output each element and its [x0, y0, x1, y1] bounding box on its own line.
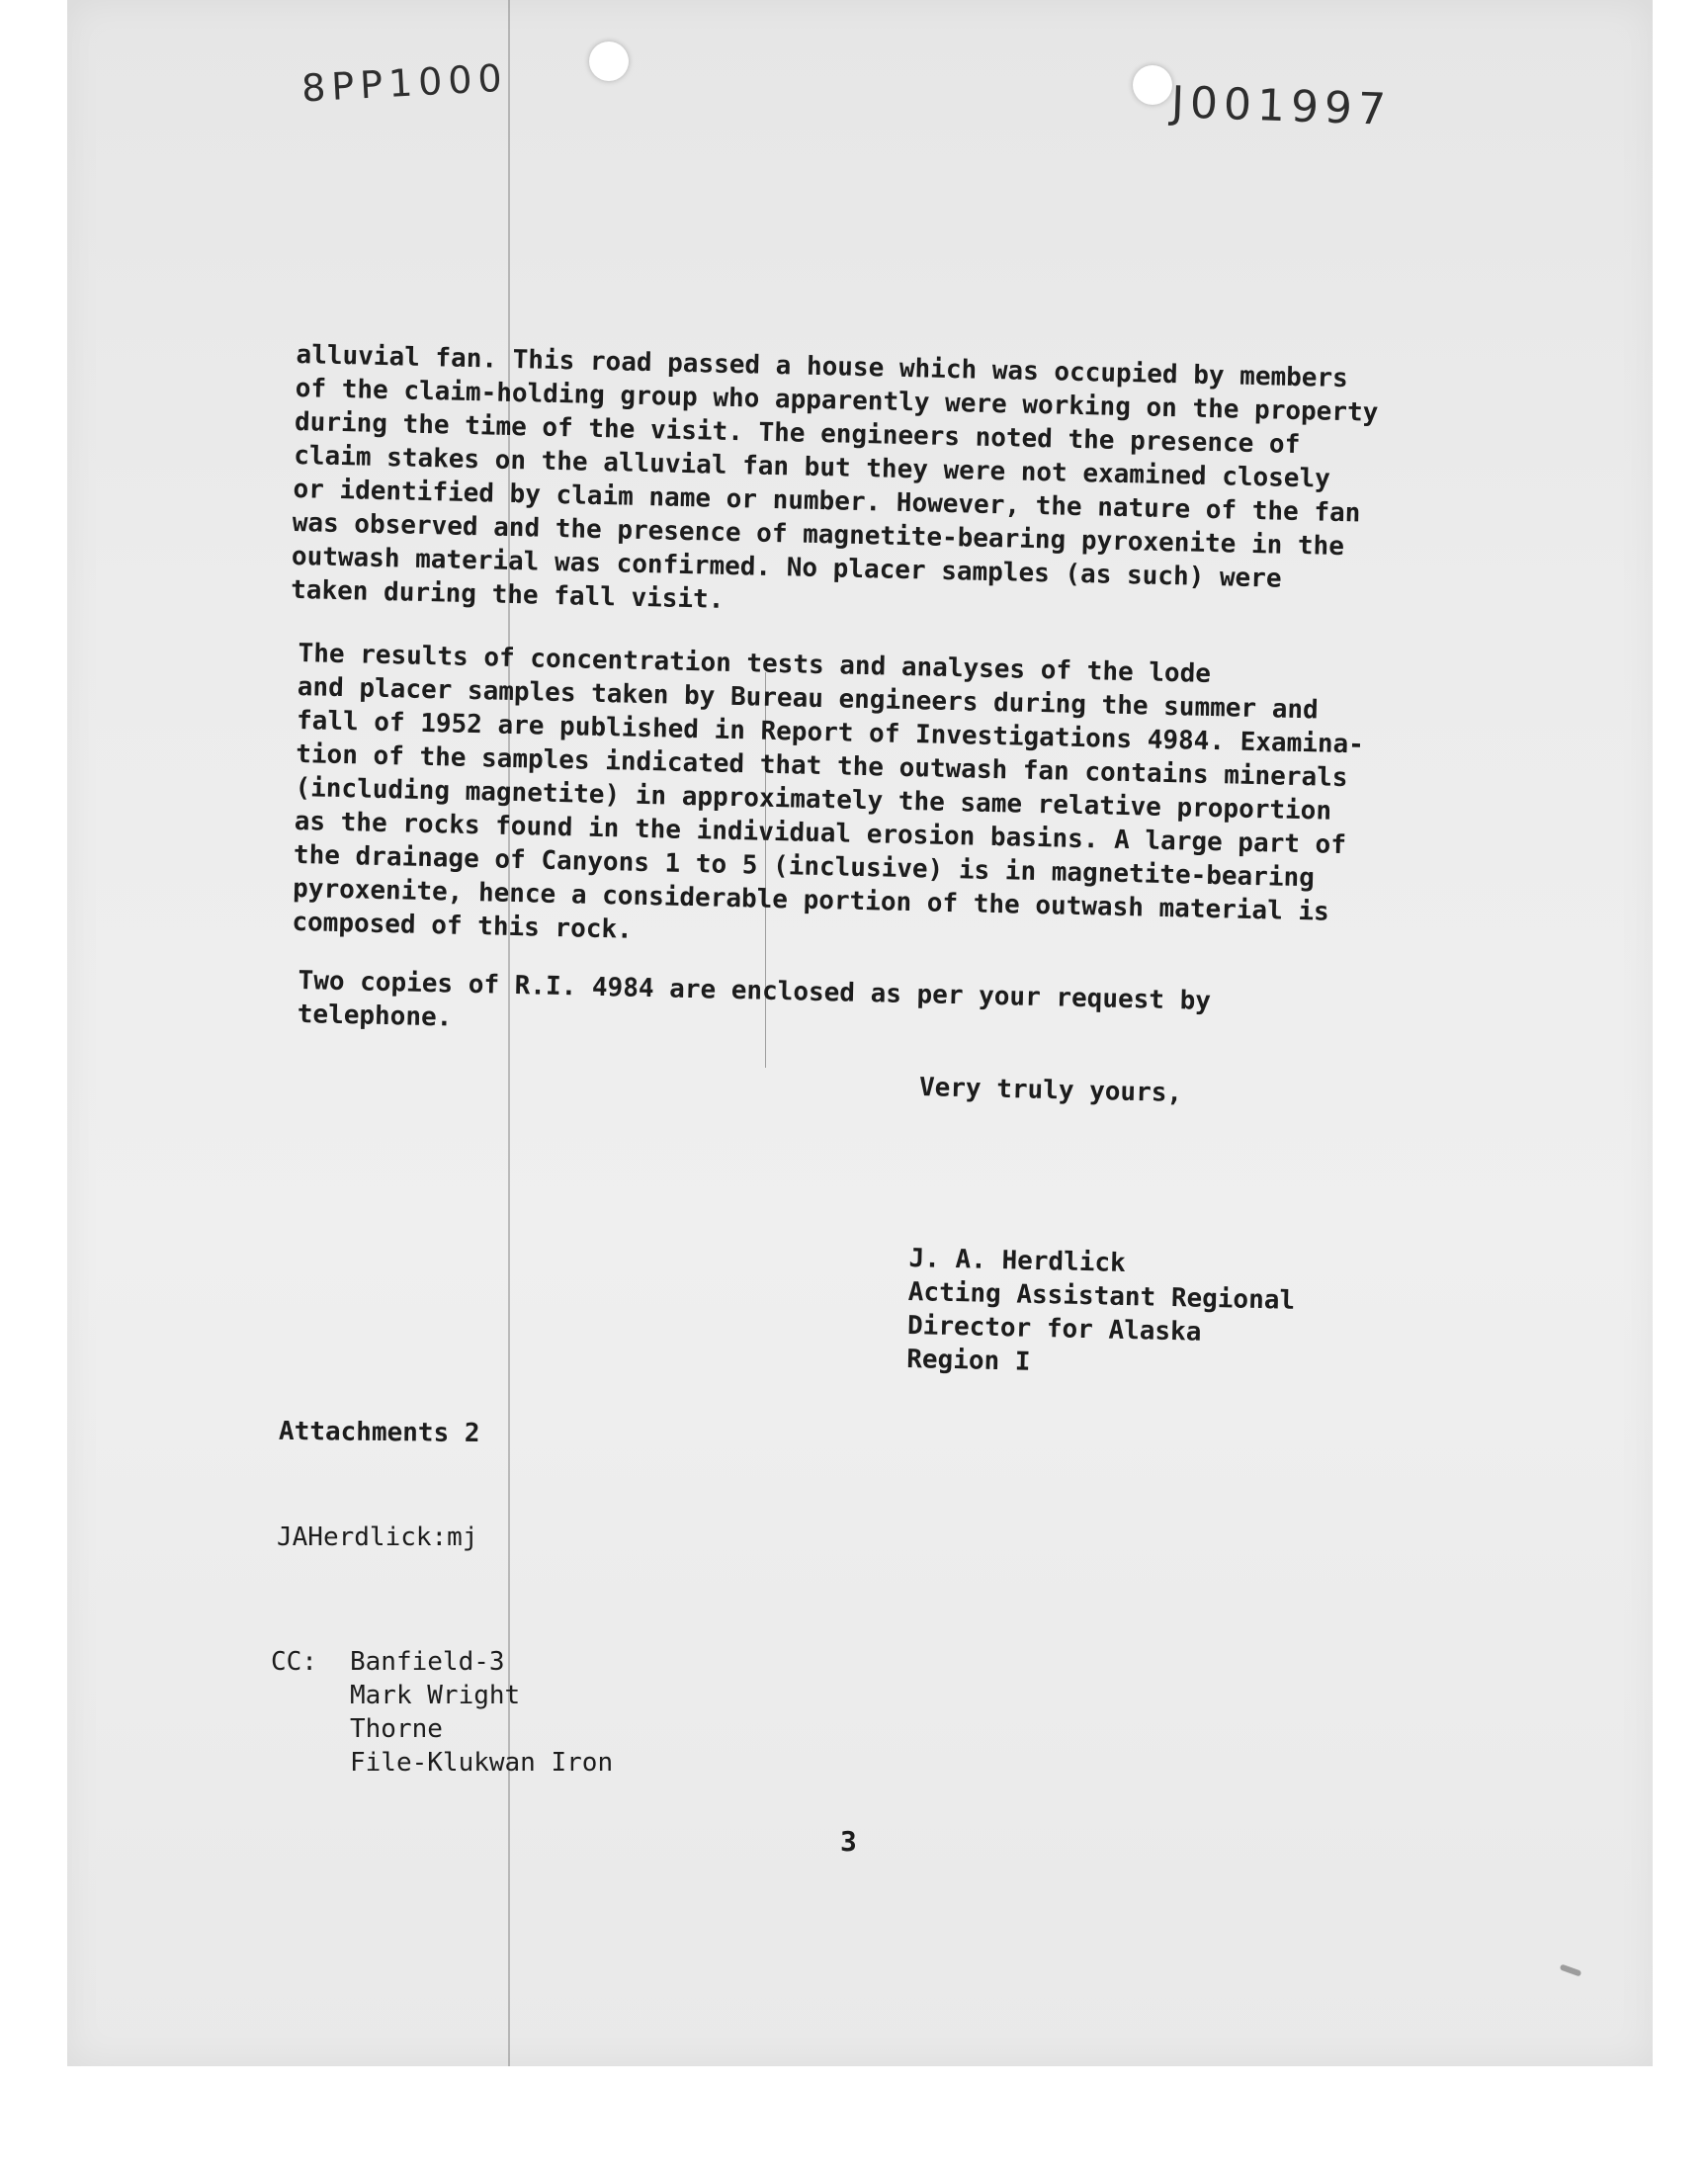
cc-recipient: Mark Wright [350, 1681, 521, 1710]
document-number-stamp-left: 8PP1000 [299, 55, 509, 111]
page-number: 3 [840, 1825, 857, 1858]
signature-name: J. A. Herdlick [908, 1243, 1127, 1278]
paragraph-3: Two copies of R.I. 4984 are enclosed as per your request by telephone. [297, 965, 1212, 1033]
cc-block [271, 1645, 613, 1780]
cc-recipient-list [350, 1645, 613, 1780]
paragraph-1: alluvial fan. This road passed a house which was occupied by members of the claim-holding group who apparently were working on the property during the time of the visit. The engineers noted the presence of claim stakes on the alluvial fan but they were not examined closely or identified by claim name or number. However, the nature of the fan was observed and the presence of magnetite-bearing pyroxenite in the outwash material was confirmed. No placer samples (as such) were taken during the fall visit. [290, 339, 1379, 615]
cc-recipient: File-Klukwan Iron [350, 1748, 614, 1778]
cc-label: CC: [271, 1647, 317, 1677]
signature-title-line-2: Director for Alaska [906, 1310, 1202, 1348]
document-number-stamp-right: J001997 [1170, 77, 1393, 135]
punch-hole [589, 42, 629, 81]
paragraph-2: The results of concentration tests and analyses of the lode and placer samples taken by Bureau engineers during the summer and fall of 1952 are published in Report of Investigations 4984. Examina- tion of the samples indicated that the outwash fan contains minerals (including magnetite) in approximately the same relative proportion as the rocks found in the individual erosion basins. A large part of the drainage of Canyons 1 to 5 (inclusive) is in magnetite-bearing pyroxenite, hence a considerable portion of the outwash material is composed of this rock. [292, 638, 1365, 945]
signature-block [906, 1242, 1296, 1385]
punch-hole [1133, 65, 1172, 105]
signature-region: Region I [905, 1344, 1031, 1377]
cc-recipient: Banfield-3 [350, 1647, 505, 1677]
typist-initials: JAHerdlick:mj [277, 1522, 478, 1552]
cc-recipient: Thorne [350, 1714, 443, 1744]
signature-title-line-1: Acting Assistant Regional [907, 1276, 1296, 1316]
closing-salutation: Very truly yours, [918, 1072, 1183, 1109]
attachments-note: Attachments 2 [278, 1416, 480, 1449]
